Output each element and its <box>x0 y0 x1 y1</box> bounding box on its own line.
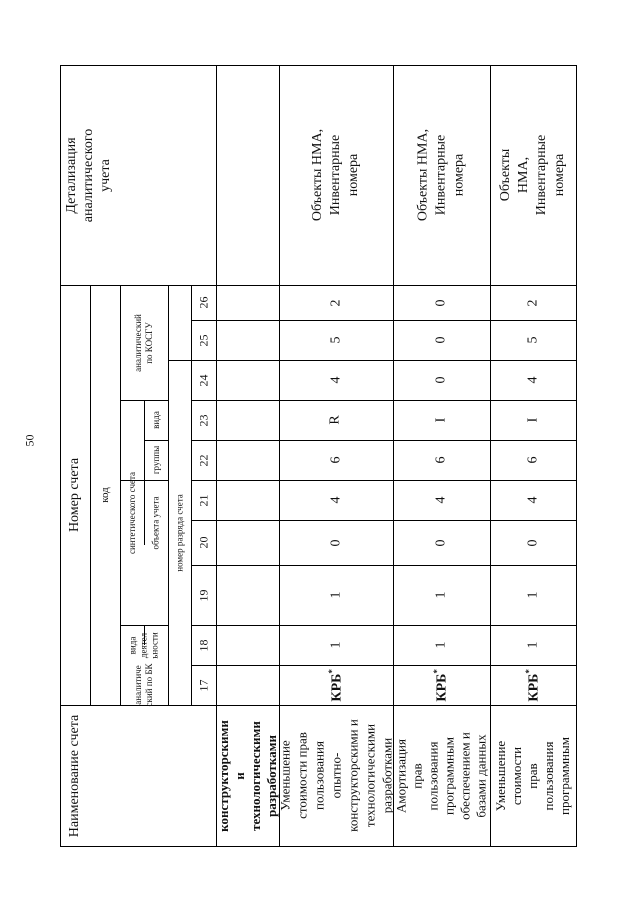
digit-25: 25 <box>196 334 210 346</box>
cell-d23: I <box>524 417 540 423</box>
cell-d21: 4 <box>433 496 449 504</box>
cell-d22: 6 <box>525 456 540 464</box>
cell-krb: КРБ* <box>432 668 450 702</box>
cell-d25: 5 <box>525 336 540 344</box>
cell-d19: 1 <box>525 591 540 599</box>
digit-23: 23 <box>196 414 210 426</box>
cell-d20: 0 <box>525 539 540 546</box>
row-detail: Объекты НМА, Инвентарные номера <box>415 128 467 222</box>
row-detail: Объекты НМА, Инвентарные номера <box>310 128 361 222</box>
row-name: Уменьшение стоимости прав пользования опытно-конструкторскими и технологическими разработками <box>277 719 395 832</box>
cell-krb: КРБ* <box>523 668 542 702</box>
header-activity-type: вида деятел ьности <box>127 631 160 659</box>
digit-17: 17 <box>196 679 210 691</box>
continuation-name: конструкторскими и технологическими разработками <box>215 719 279 832</box>
digit-24: 24 <box>196 374 210 386</box>
digit-19: 19 <box>196 589 210 601</box>
cell-d25: 0 <box>433 336 449 344</box>
digit-20: 20 <box>196 536 210 549</box>
row-name: Уменьшение стоимости прав пользования программным <box>493 736 572 815</box>
cell-d19: 1 <box>328 591 343 599</box>
header-detail: Детализация аналитического учета <box>64 128 114 222</box>
header-synthetic: синтетического счета <box>127 471 137 554</box>
cell-d18: 1 <box>328 641 343 649</box>
cell-d21: 4 <box>525 496 540 504</box>
header-accounting-object: объекта учета <box>151 495 162 550</box>
digit-21: 21 <box>196 494 210 506</box>
cell-d26: 2 <box>328 299 343 306</box>
cell-d18: 1 <box>433 641 449 649</box>
cell-d26: 2 <box>525 299 540 306</box>
header-analytical-kosgu: аналитический по КОСГУ <box>133 313 154 372</box>
header-kind: вида <box>150 411 161 429</box>
cell-d20: 0 <box>328 539 343 546</box>
header-analytical-bk: аналитиче ский по БК <box>133 663 154 707</box>
cell-krb: КРБ* <box>326 668 345 702</box>
cell-d21: 4 <box>328 496 343 504</box>
cell-d24: 4 <box>525 376 540 384</box>
cell-d22: 6 <box>433 456 449 464</box>
row-name: Амортизация прав пользования программным обеспечением и базами данных <box>393 731 489 820</box>
cell-d24: 0 <box>433 376 449 384</box>
cell-d24: 4 <box>328 376 343 384</box>
cell-d23: I <box>433 417 449 423</box>
header-code: код <box>98 487 111 503</box>
header-name: Наименование счета <box>67 714 83 837</box>
cell-d22: 6 <box>328 456 343 464</box>
header-group: группы <box>151 445 162 475</box>
digit-26: 26 <box>196 296 210 309</box>
cell-d19: 1 <box>433 591 449 599</box>
digit-18: 18 <box>196 639 210 651</box>
row-detail: Объекты НМА, Инвентарные номера <box>498 134 567 216</box>
cell-d26: 0 <box>433 299 449 306</box>
cell-d25: 5 <box>328 336 343 344</box>
header-digit-number: номер разряда счета <box>174 493 185 572</box>
cell-d23: R <box>328 415 343 425</box>
digit-22: 22 <box>196 454 210 466</box>
cell-d20: 0 <box>433 539 449 546</box>
page-number: 50 <box>22 434 37 447</box>
header-account-number: Номер счета <box>67 457 83 533</box>
cell-d18: 1 <box>525 641 540 649</box>
